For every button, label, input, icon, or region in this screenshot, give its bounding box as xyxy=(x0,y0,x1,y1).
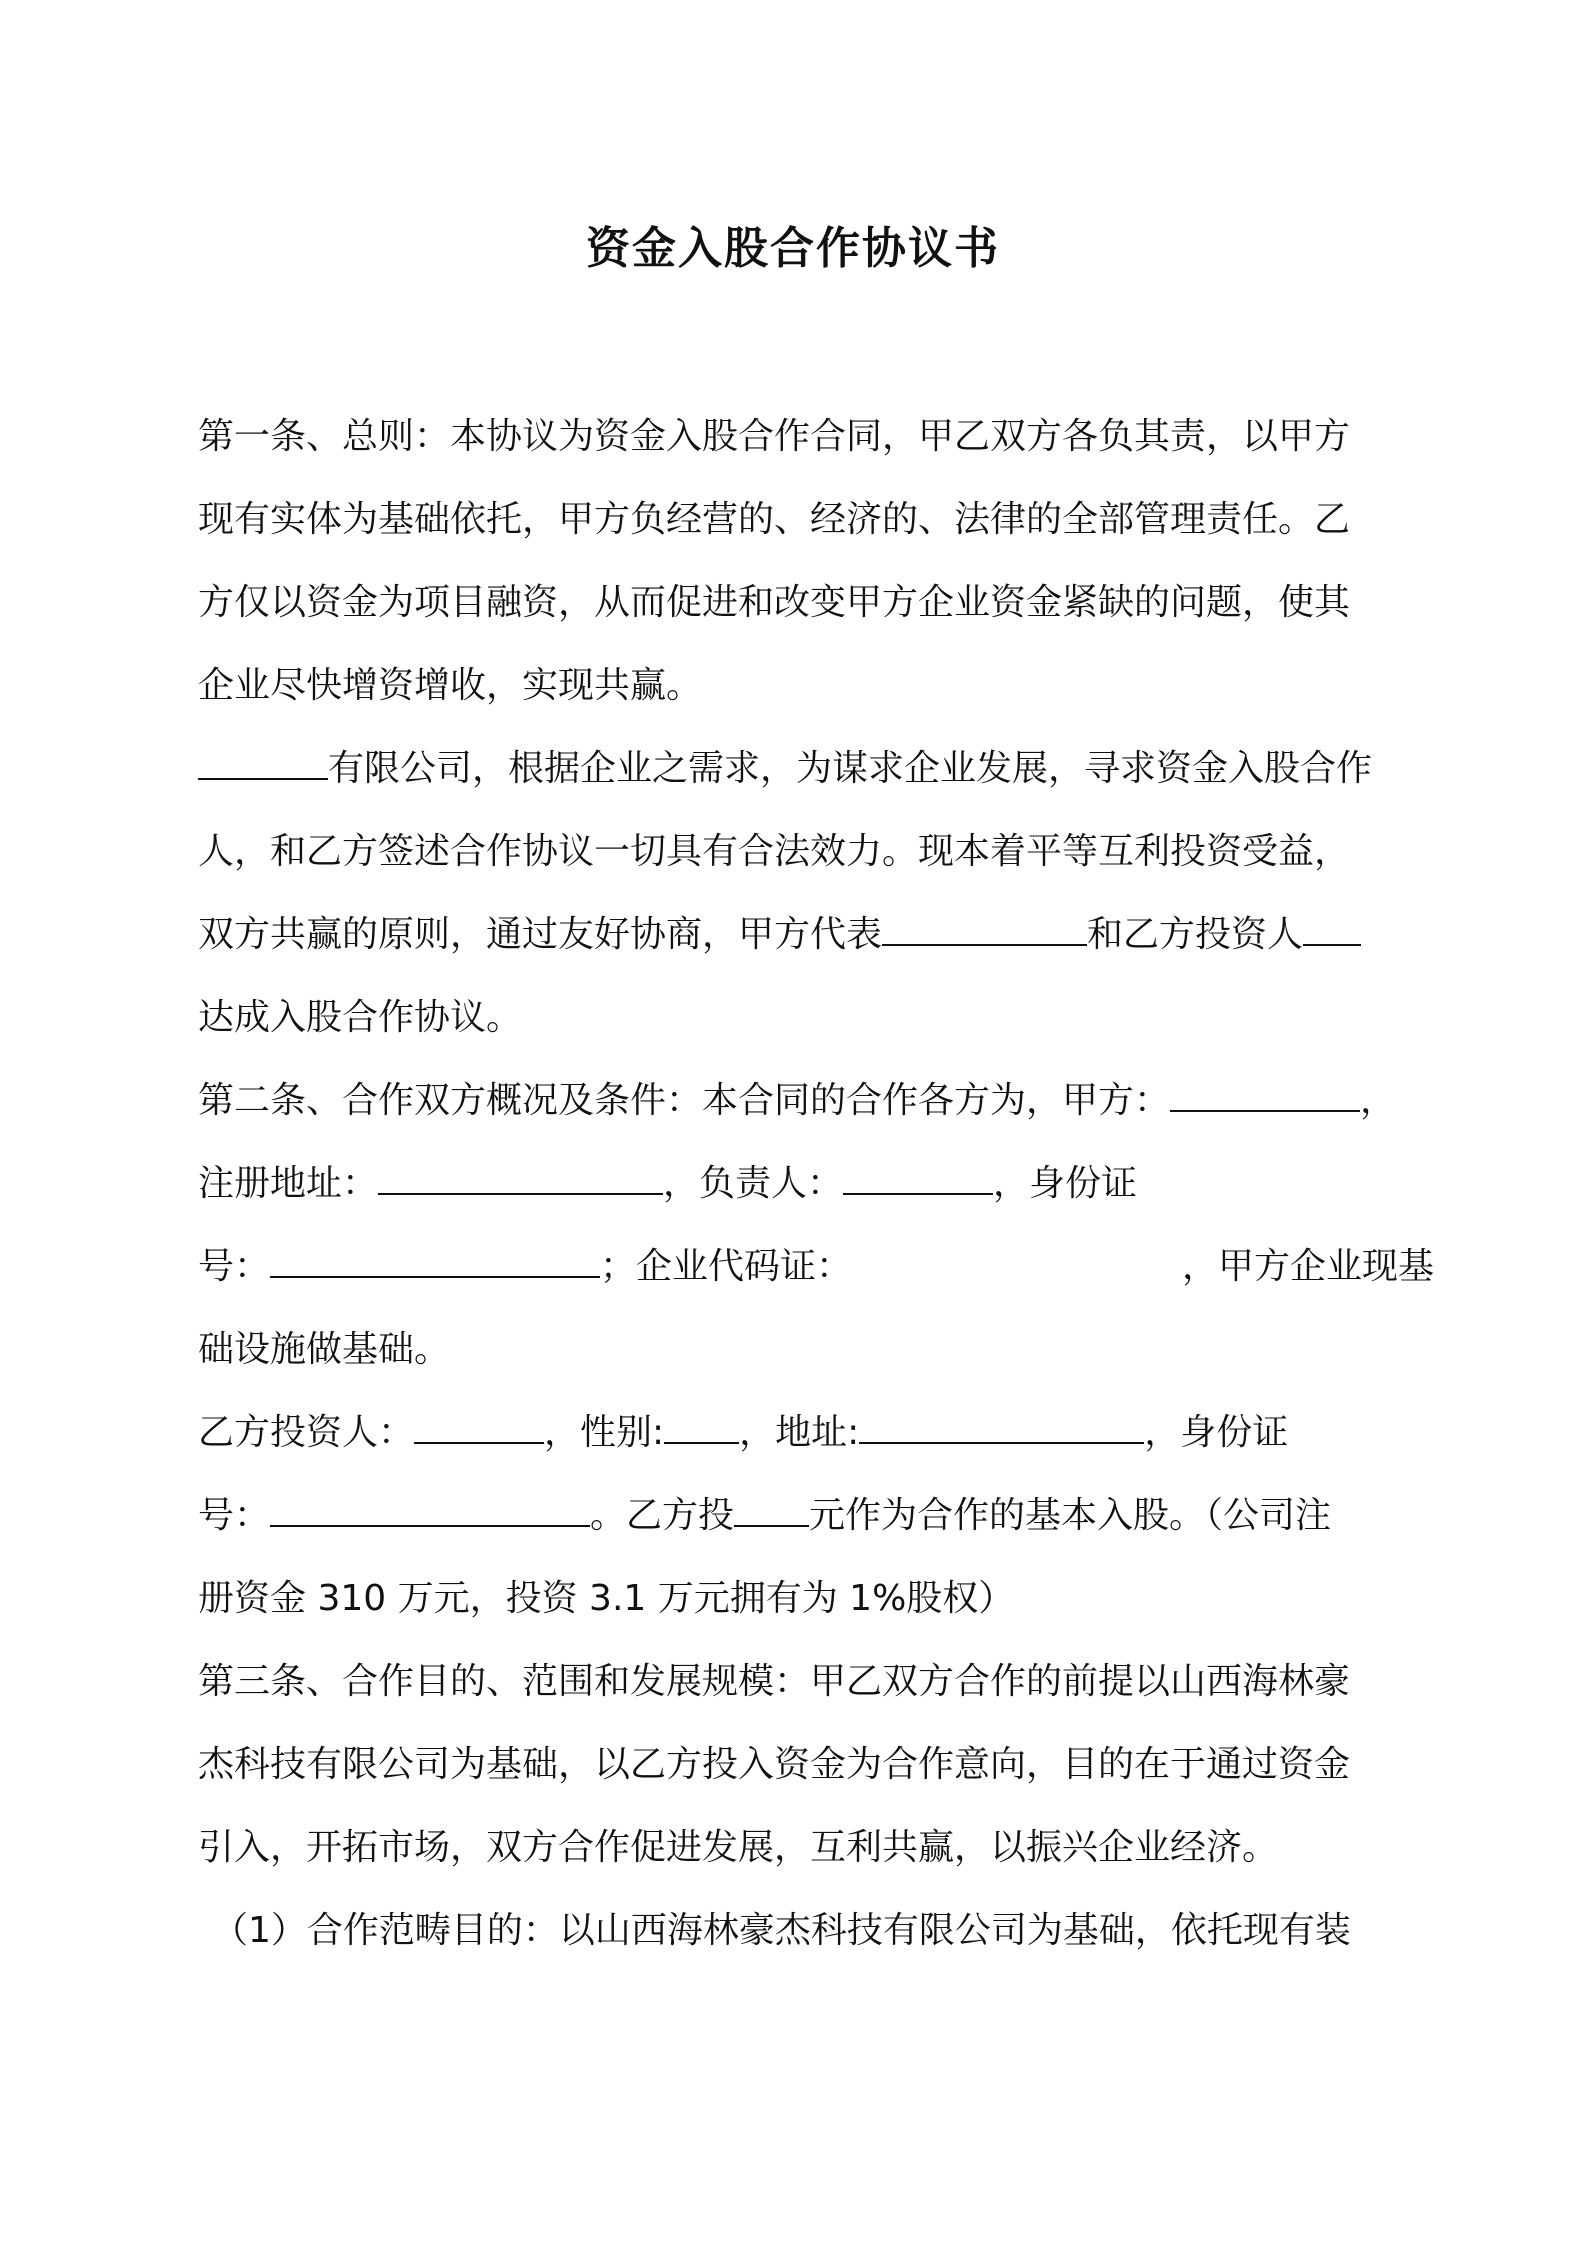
blank-address xyxy=(859,1408,1144,1444)
text-line xyxy=(198,993,522,1043)
blank-party-a-representative xyxy=(882,910,1087,946)
text-line xyxy=(198,1491,1331,1541)
text-segment: 引入，开拓市场，双方合作促进发展，互利共赢，以振兴企业经济。 xyxy=(198,1827,1279,1868)
text-line xyxy=(198,1740,1350,1790)
text-segment: ，性别: xyxy=(544,1412,665,1453)
text-segment: ，甲方企业现基 xyxy=(1182,1246,1435,1287)
text-line xyxy=(198,1159,1137,1209)
text-line xyxy=(198,827,1350,877)
blank-investor-id-number xyxy=(270,1491,590,1527)
text-segment: 乙方投资人： xyxy=(198,1412,415,1453)
text-line xyxy=(198,1657,1350,1707)
blank-party-a xyxy=(1170,1076,1360,1112)
document-title: 资金入股合作协议书 xyxy=(586,223,1000,274)
text-segment: 有限公司，根据企业之需求，为谋求企业发展，寻求资金入股合作 xyxy=(328,748,1373,789)
blank-investment-amount xyxy=(734,1491,809,1527)
text-segment: ，地址: xyxy=(739,1412,860,1453)
text-line xyxy=(198,412,1350,462)
text-segment: 第二条、合作双方概况及条件：本合同的合作各方为，甲方： xyxy=(198,1080,1171,1121)
text-segment: ，身份证 xyxy=(1144,1412,1289,1453)
blank-party-b-investor xyxy=(1303,910,1361,946)
text-segment: ；企业代码证： xyxy=(600,1246,853,1287)
blank-responsible-person xyxy=(843,1159,993,1195)
text-segment: 杰科技有限公司为基础，以乙方投入资金为合作意向，目的在于通过资金 xyxy=(198,1744,1351,1785)
text-line xyxy=(198,910,1361,960)
blank-company-name xyxy=(198,744,328,780)
text-line xyxy=(198,1823,1278,1873)
text-line xyxy=(198,1574,1014,1624)
text-line xyxy=(198,495,1350,545)
blank-gender xyxy=(664,1408,739,1444)
text-segment: 和乙方投资人 xyxy=(1087,914,1304,955)
text-segment: 元作为合作的基本入股。（公司注 xyxy=(809,1495,1332,1536)
text-segment: 号： xyxy=(198,1495,271,1536)
text-segment: ，负责人： xyxy=(663,1163,844,1204)
text-segment: 企业尽快增资增收，实现共赢。 xyxy=(198,665,703,706)
text-segment: 双方共赢的原则，通过友好协商，甲方代表 xyxy=(198,914,883,955)
text-line xyxy=(198,661,702,711)
text-segment: 第一条、总则：本协议为资金入股合作合同，甲乙双方各负其责，以甲方 xyxy=(198,416,1351,457)
blank-id-number xyxy=(270,1242,600,1278)
blank-registered-address xyxy=(378,1159,663,1195)
text-segment: 第三条、合作目的、范围和发展规模：甲乙双方合作的前提以山西海林豪 xyxy=(198,1661,1351,1702)
text-segment: （1）合作范畴目的：以山西海林豪杰科技有限公司为基础，依托现有装 xyxy=(212,1910,1351,1951)
text-line xyxy=(198,1408,1288,1458)
text-segment: 。乙方投 xyxy=(590,1495,735,1536)
text-line xyxy=(198,1242,1434,1292)
text-line xyxy=(198,578,1350,628)
text-segment: 达成入股合作协议。 xyxy=(198,997,523,1038)
text-line xyxy=(198,744,1372,794)
text-line xyxy=(198,1325,450,1375)
text-segment: 础设施做基础。 xyxy=(198,1329,451,1370)
text-line xyxy=(198,1076,1396,1126)
text-segment: 注册地址： xyxy=(198,1163,379,1204)
text-segment: ，身份证 xyxy=(993,1163,1138,1204)
text-segment: 册资金 310 万元，投资 3.1 万元拥有为 1%股权） xyxy=(198,1578,1015,1619)
text-segment: 现有实体为基础依托，甲方负经营的、经济的、法律的全部管理责任。乙 xyxy=(198,499,1351,540)
text-segment: 人，和乙方签述合作协议一切具有合法效力。现本着平等互利投资受益， xyxy=(198,831,1351,872)
text-segment: 方仅以资金为项目融资，从而促进和改变甲方企业资金紧缺的问题，使其 xyxy=(198,582,1351,623)
text-segment: ， xyxy=(1360,1080,1397,1121)
text-line xyxy=(212,1906,1351,1956)
blank-investor-name xyxy=(414,1408,544,1444)
text-segment: 号： xyxy=(198,1246,271,1287)
